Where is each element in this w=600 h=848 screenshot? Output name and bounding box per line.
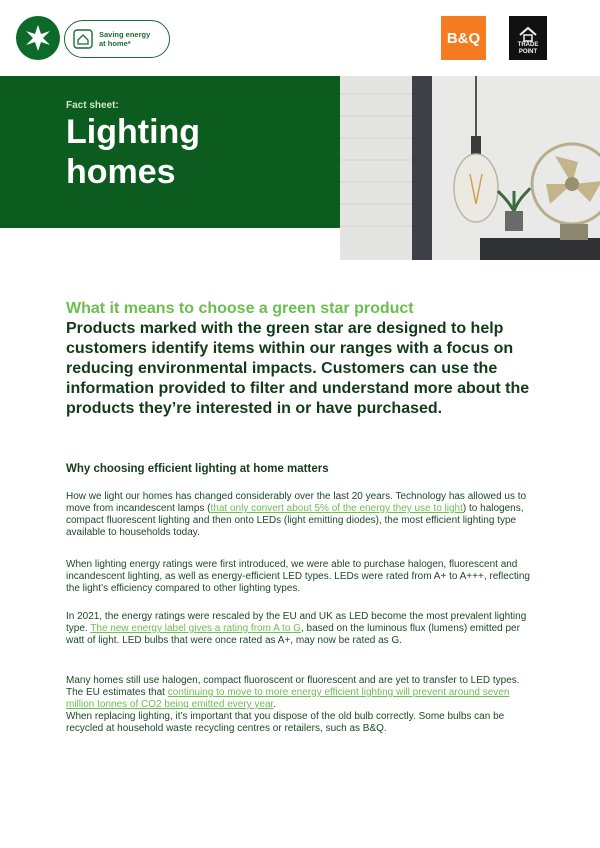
- intro-subheading: What it means to choose a green star product: [66, 300, 414, 317]
- lightbulb-photo: [340, 76, 600, 260]
- co2-savings-link[interactable]: continuing to move to more energy efficient lighting will prevent around seven million tonnes of CO2 being emitted every year: [66, 687, 510, 710]
- intro-lead: Products marked with the green star are designed to help customers identify items within our ranges with a focus on reducing environmental impacts. Customers can use the information provided to filter and understand more about the products they’re interested in or have purchased.: [66, 320, 530, 417]
- page-title: Lighting homes: [66, 113, 201, 191]
- house-icon: [518, 26, 538, 42]
- paragraph-ratings: [66, 559, 538, 595]
- paragraph-text: Many homes still use halogen, compact fluoroscent or fluorescent and are yet to transfer to LED types. The EU estimates that: [66, 675, 520, 698]
- paragraph-text: ) to halogens, compact fluorescent lighting and then onto LEDs (light emitting diodes), the most efficient lighting type available to households today.: [66, 503, 524, 538]
- paragraph-disposal: When replacing lighting, it’s important that you dispose of the old bulb correctly. Some bulbs can be recycled at household waste recycling centres or retailers, such as B&Q.: [66, 711, 505, 734]
- paragraph-text: How we light our homes has changed considerably over the last 20 years. Technology has allowed us to move from incandescent lamps (: [66, 491, 527, 514]
- paragraph-text: When lighting energy ratings were first introduced, we were able to purchase halogen, fluorescent and incandescent lighting, as well as energy-efficient LED types. LEDs were rated from A+ to A+++, reflecting the light’s efficiency compared to other lighting types.: [66, 559, 530, 594]
- green-star-icon: [16, 16, 60, 60]
- saving-energy-badge: [64, 20, 170, 58]
- top-bar: [0, 0, 600, 76]
- paragraph-transfer: [66, 675, 538, 735]
- paragraph-rescale: [66, 611, 538, 647]
- incandescent-efficiency-link[interactable]: that only convert about 5% of the energy they use to light: [210, 503, 463, 514]
- tradepoint-text: TRADE POINT: [517, 42, 539, 55]
- home-hand-icon: [71, 27, 95, 51]
- fact-sheet-label: Fact sheet:: [66, 100, 119, 111]
- saving-energy-text: Saving energy at home*: [99, 30, 151, 48]
- energy-label-link[interactable]: The new energy label gives a rating from A to G: [90, 623, 301, 634]
- paragraph-text: .: [273, 699, 277, 710]
- section-heading: Why choosing efficient lighting at home matters: [66, 463, 329, 475]
- bq-logo: B&Q: [441, 16, 486, 60]
- paragraph-text: , based on the luminous flux (lumens) emitted per watt of light. LED bulbs that were once rated as A+, may now be rated as G.: [66, 623, 520, 646]
- tradepoint-logo: [509, 16, 547, 60]
- paragraph-history: [66, 491, 538, 539]
- paragraph-text: In 2021, the energy ratings were rescaled by the EU and UK as LED become the most prevalent lighting type.: [66, 611, 527, 634]
